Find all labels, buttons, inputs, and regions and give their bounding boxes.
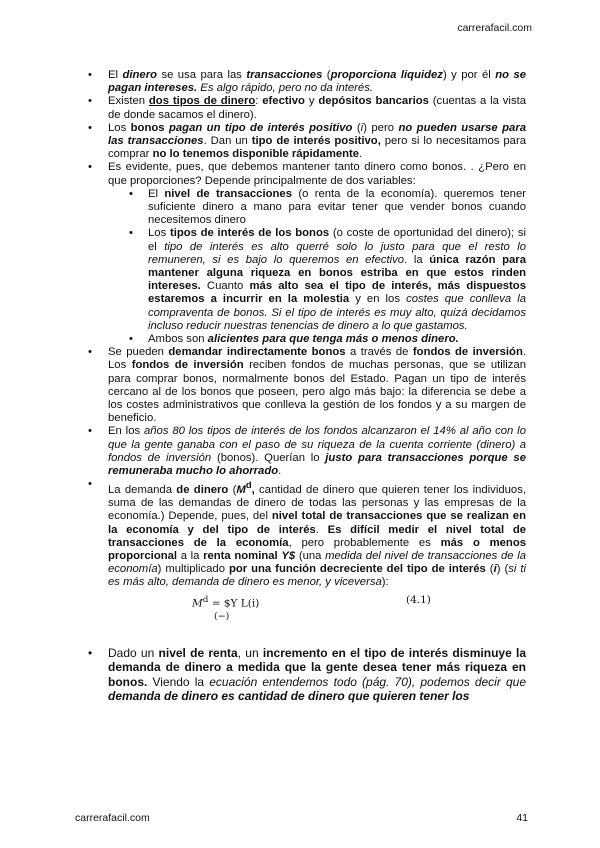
page-body	[74, 69, 526, 704]
bullet: •	[88, 346, 92, 359]
header-site: carrerafacil.com	[457, 22, 532, 34]
sub-list-item: • Los tipos de interés de los bonos (o coste de oportunidad del dinero); si el tipo de interés es alto querré solo lo justo para que el resto lo remuneren, si es bajo lo queremos en efectivo. la única razón para mantener alguna riqueza en bonos estriba en que estos rinden intereses. Cuanto más alto sea el tipo de interés, más dispuestos estaremos a incurrir en la molestia y en los costes que conlleva la compraventa de bonos. Si el tipo de interés es muy alto, quizá decidamos incluso reducir nuestras tenencias de dinero a lo que gastamos.	[129, 227, 527, 332]
list-item: • Los bonos pagan un tipo de interés positivo (i) pero no pueden usarse para las transacciones. Dan un tipo de interés positivo, pero si lo necesitamos para comprar no lo tenemos disponible rápidamente.	[88, 121, 527, 161]
list-item: • Se pueden demandar indirectamente bonos a través de fondos de inversión. Los fondos de inversión reciben fondos de muchas personas, que se utilizan para comprar bonos, normalmente bonos del Estado. Pagan un tipo de interés cercano al de los bonos que poseen, pero algo más bajo: la diferencia se debe a los costes administrativos que conlleva la gestión de los fondos y a su margen de beneficio.	[88, 346, 527, 425]
bullet: •	[88, 95, 92, 108]
list-item: • Existen dos tipos de dinero: efectivo y depósitos bancarios (cuentas a la vista de donde sacamos el dinero).	[88, 95, 527, 121]
bullet: •	[129, 227, 133, 240]
bullet: •	[88, 121, 92, 134]
list-item: • El dinero se usa para las transacciones (proporciona liquidez) y por él no se pagan intereses. Es algo rápido, pero no da interés.	[88, 69, 527, 95]
bullet: •	[88, 69, 92, 81]
list-item: • Es evidente, pues, que debemos mantener tanto dinero como bonos. . ¿Pero en que proporciones? Depende principalmente de dos variables:	[88, 161, 526, 187]
list-item: • La demanda de dinero ($M^d$, cantidad de dinero que quieren tener los individuos, suma de las demandas de dinero de todas las personas y las empresas de la economía.) Depende, pues, del nivel total de transacciones que se realizan en la economía y del tipo de interés. Es difícil medir el nivel total de transacciones de la economía, pero probablemente es más o menos proporcional a la renta nominal Y$ (una medida del nivel de transacciones de la economía) multiplicado por una función decreciente del tipo de interés (i) (si ti es más alto, demanda de dinero es menor, y viceversa):	[88, 478, 527, 589]
equation: $M^d$ = $Y L(i) (4.1) (−)	[192, 593, 431, 622]
list-item: • En los años 80 los tipos de interés de los fondos alcanzaron el 14% al año con lo que la gente ganaba con el paso de su riqueza de la cuenta corriente (dinero) a fondos de inversión (bonos). Querían lo justo para transacciones porque se remuneraba mucho lo ahorrado.	[88, 425, 526, 478]
sub-list-item: • Ambos son alicientes para que tenga más o menos dinero.	[129, 333, 459, 346]
bullet: •	[129, 187, 133, 200]
sub-list-item: • El nivel de transacciones (o renta de la economía). queremos tener suficiente dinero a mano para evitar tener que vender bonos cuando necesitemos dinero	[129, 187, 527, 227]
page-number: 41	[516, 812, 528, 824]
footer-site: carrerafacil.com	[75, 812, 150, 824]
equation-number: (4.1)	[406, 593, 431, 606]
equation-sign: (−)	[214, 610, 230, 622]
bullet: •	[88, 425, 92, 438]
list-item: • Dado un nivel de renta, un incremento en el tipo de interés disminuye la demanda de dinero a medida que la gente desea tener más riqueza en bonos. Viendo la ecuación entendemos todo (pág. 70), podemos decir que demanda de dinero es cantidad de dinero que quieren tener los	[88, 645, 526, 704]
bullet: •	[88, 478, 92, 491]
bullet: •	[88, 645, 93, 660]
bullet: •	[129, 333, 133, 346]
bullet: •	[88, 161, 92, 174]
